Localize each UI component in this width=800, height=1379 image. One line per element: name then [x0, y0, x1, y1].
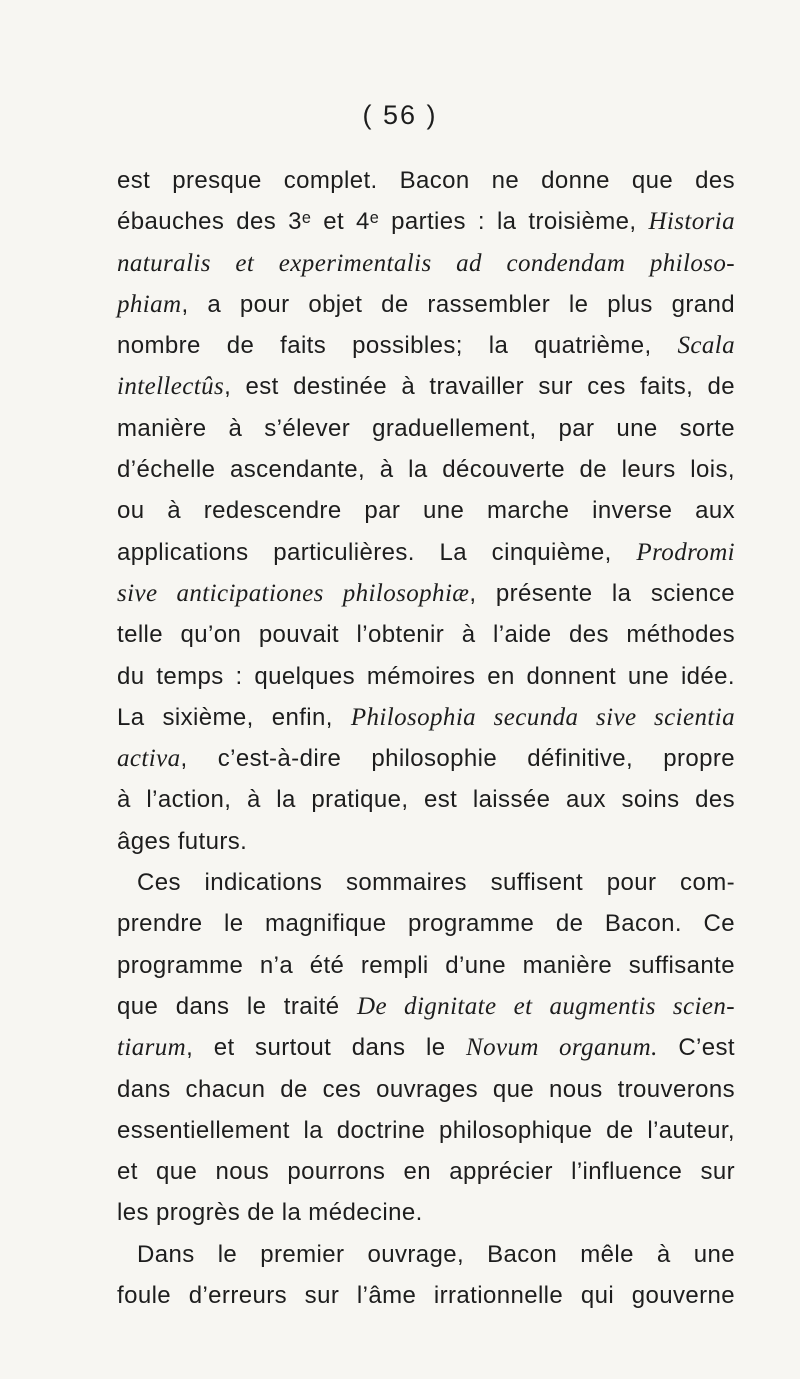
text-segment: telle qu’on pouvait l’obtenir à l’aide des méthodes — [117, 621, 735, 649]
text-segment: , et surtout dans le — [186, 1034, 466, 1062]
italic-text: Historia — [648, 208, 735, 236]
italic-text: Novum organum. — [466, 1034, 658, 1062]
text-line — [117, 449, 735, 490]
text-line — [117, 779, 735, 820]
italic-text: Prodromi — [636, 538, 735, 566]
italic-text: activa — [117, 745, 181, 773]
page-number: ( 56 ) — [362, 100, 438, 130]
text-line — [117, 284, 735, 325]
text-segment: essentiellement la doctrine philosophique de l’auteur, — [117, 1116, 735, 1144]
text-segment: foule d’erreurs sur l’âme irrationnelle qui gouverne — [117, 1282, 735, 1310]
text-segment: ou à redescendre par une marche inverse aux — [117, 497, 735, 525]
text-line — [117, 614, 735, 655]
text-line — [117, 821, 735, 862]
text-line — [117, 490, 735, 531]
text-segment: applications particulières. La cinquième, — [117, 538, 637, 566]
text-segment: est presque complet. Bacon ne donne que des — [117, 167, 735, 194]
text-line — [117, 1027, 735, 1068]
text-segment: âges futurs. — [117, 827, 248, 855]
italic-text: sive anticipationes philosophiæ — [117, 579, 470, 607]
italic-text: intellectûs — [117, 373, 225, 401]
italic-text: phiam — [117, 290, 182, 318]
text-segment: , présente la science — [469, 579, 735, 607]
text-line — [117, 1110, 735, 1151]
text-segment: , a pour objet de rassembler le plus grand — [181, 290, 735, 318]
text-line — [117, 1151, 735, 1192]
text-line — [117, 573, 735, 614]
text-segment: prendre le magnifique programme de Bacon. Ce — [117, 910, 735, 938]
text-segment: , est destinée à travailler sur ces faits, de — [224, 373, 735, 401]
text-line — [117, 986, 735, 1027]
text-line — [117, 243, 735, 284]
text-line — [117, 738, 735, 779]
text-segment: ébauches des 3ᵉ et 4ᵉ parties : la troisième, — [117, 208, 649, 236]
text-line — [117, 325, 735, 366]
text-line — [117, 1275, 735, 1316]
text-segment: à l’action, à la pratique, est laissée aux soins des — [117, 786, 735, 814]
italic-text: Philosophia secunda sive scientia — [350, 703, 735, 731]
text-line — [117, 408, 735, 449]
text-line — [117, 697, 735, 738]
text-segment: d’échelle ascendante, à la découverte de leurs lois, — [117, 456, 735, 484]
text-segment: les progrès de la médecine. — [117, 1199, 423, 1227]
text-line — [117, 1069, 735, 1110]
text-line — [117, 160, 735, 201]
italic-text: De dignitate et augmentis scien- — [357, 992, 735, 1020]
text-line — [117, 532, 735, 573]
text-line — [117, 945, 735, 986]
text-segment: Ces indications sommaires suffisent pour com- — [137, 869, 735, 897]
text-line — [117, 862, 735, 903]
text-segment: manière à s’élever graduellement, par une sorte — [117, 414, 735, 442]
italic-text: naturalis et experimentalis ad condendam philoso- — [117, 249, 735, 277]
text-segment: du temps : quelques mémoires en donnent une idée. — [117, 662, 735, 690]
text-segment: , c’est-à-dire philosophie définitive, propre — [180, 745, 735, 773]
text-line — [117, 903, 735, 944]
text-line — [117, 366, 735, 407]
text-segment: dans chacun de ces ouvrages que nous trouverons — [117, 1075, 735, 1103]
text-segment: et que nous pourrons en apprécier l’influence sur — [117, 1158, 735, 1186]
text-segment: que dans le traité — [117, 992, 358, 1020]
text-segment: Dans le premier ouvrage, Bacon mêle à une — [137, 1240, 735, 1268]
text-line — [117, 201, 735, 242]
italic-text: Scala — [677, 332, 735, 360]
text-line — [117, 1234, 735, 1275]
text-segment: programme n’a été rempli d’une manière suffisante — [117, 951, 735, 979]
text-line — [117, 1192, 735, 1233]
text-segment: nombre de faits possibles; la quatrième, — [117, 332, 678, 360]
italic-text: tiarum — [117, 1034, 187, 1062]
text-segment: C’est — [657, 1034, 735, 1062]
body-text — [117, 160, 735, 1316]
text-line — [117, 656, 735, 697]
text-segment: La sixième, enfin, — [117, 703, 351, 731]
